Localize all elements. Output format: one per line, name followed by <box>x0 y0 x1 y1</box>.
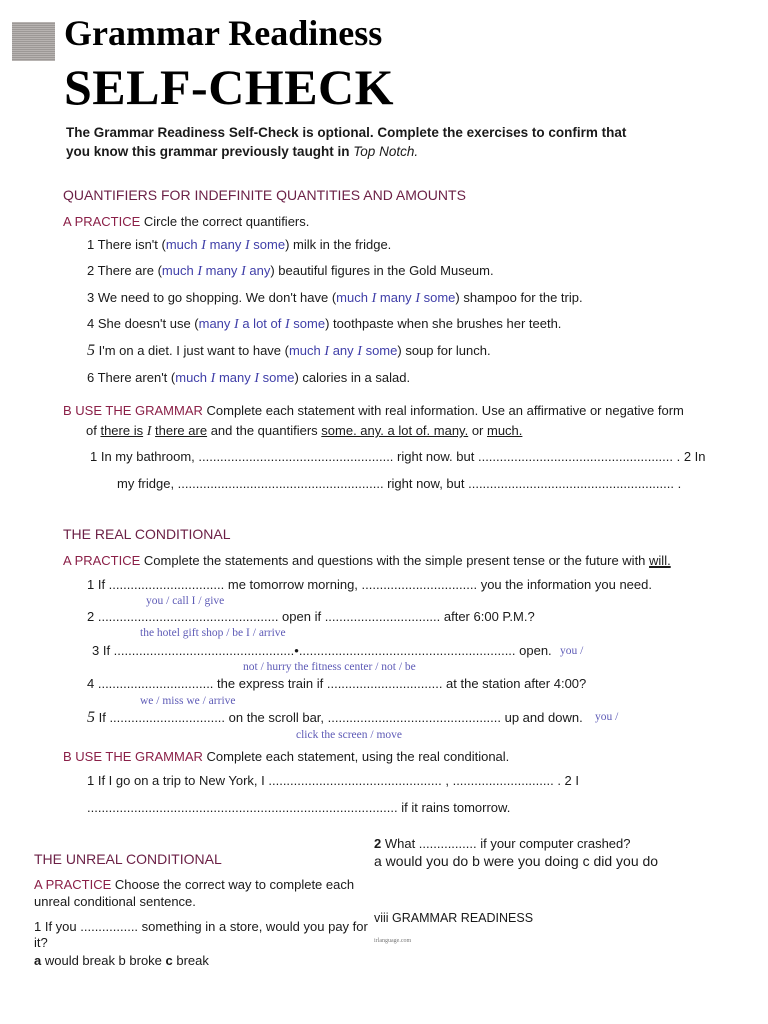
quantifiers-fill-line-2: my fridge, ......................................................... right now, but ......................................................... . <box>117 476 682 491</box>
real-conditional-item-5: 5 If ................................ on the scroll bar, ................................................ up and down. <box>87 709 583 726</box>
real-conditional-heading: THE REAL CONDITIONAL <box>63 526 231 542</box>
real-conditional-grammar-instruction: B USE THE GRAMMAR Complete each statement, using the real conditional. <box>63 749 510 764</box>
watermark-text: irlanguage.com <box>374 938 412 944</box>
page-footer: viii GRAMMAR READINESS <box>374 911 534 925</box>
real-conditional-item-4: 4 ................................ the express train if ................................ at the station after 4:00? <box>87 676 587 691</box>
real-conditional-hint-4: we / miss we / arrive <box>140 695 236 707</box>
real-conditional-hint-3b: not / hurry the fitness center / not / be <box>243 661 416 673</box>
quantifiers-grammar-instruction: B USE THE GRAMMAR Complete each statement with real information. Use an affirmative or negative form <box>63 403 684 418</box>
real-conditional-hint-2: the hotel gift shop / be I / arrive <box>140 627 286 639</box>
quantifiers-practice-instruction: A PRACTICE Circle the correct quantifiers. <box>63 214 310 229</box>
unreal-question-2: 2 What ................ if your computer crashed? <box>374 836 631 851</box>
intro-line-1: The Grammar Readiness Self-Check is optional. Complete the exercises to confirm that <box>66 125 627 140</box>
real-conditional-practice-instruction: A PRACTICE Complete the statements and questions with the simple present tense or the future with will. <box>63 553 671 568</box>
quantifier-item-5: 5 I'm on a diet. I just want to have (much I any I some) soup for lunch. <box>87 342 491 359</box>
quantifier-item-1: 1 There isn't (much I many I some) milk in the fridge. <box>87 237 392 253</box>
real-conditional-fill-line-2: ...................................................................................... if it rains tomorrow. <box>87 800 511 815</box>
page-subtitle: SELF-CHECK <box>64 59 395 115</box>
real-conditional-item-3: 3 If ..................................................•............................................................ open. <box>92 643 552 658</box>
page-title: Grammar Readiness <box>64 13 383 53</box>
quantifiers-heading: QUANTIFIERS FOR INDEFINITE QUANTITIES AND AMOUNTS <box>63 187 466 203</box>
real-conditional-hint-1: you / call I / give <box>146 595 225 607</box>
real-conditional-item-1: 1 If ................................ me tomorrow morning, ................................ you the information you need. <box>87 577 652 592</box>
quantifier-item-3: 3 We need to go shopping. We don't have (much I many I some) shampoo for the trip. <box>87 290 583 306</box>
unreal-conditional-practice-instruction: A PRACTICE Choose the correct way to complete each <box>34 877 355 892</box>
real-conditional-item-2: 2 .................................................. open if ................................ after 6:00 P.M.? <box>87 609 535 624</box>
unreal-question-2-answers: a would you do b were you doing c did you do <box>374 853 659 869</box>
quantifier-item-6: 6 There aren't (much I many I some) calories in a salad. <box>87 370 411 386</box>
unreal-conditional-practice-instruction-line-2: unreal conditional sentence. <box>34 894 196 909</box>
quantifier-item-4: 4 She doesn't use (many I a lot of I some) toothpaste when she brushes her teeth. <box>87 316 562 332</box>
quantifiers-fill-line-1: 1 In my bathroom, ...................................................... right now. but ...................................................... . 2 In <box>90 449 706 464</box>
real-conditional-fill-line-1: 1 If I go on a trip to New York, I ................................................ , ............................ . 2 I <box>87 773 580 788</box>
unreal-question-1-answers: a would break b broke c break <box>34 953 209 968</box>
unreal-conditional-heading: THE UNREAL CONDITIONAL <box>34 851 222 867</box>
quantifier-item-2: 2 There are (much I many I any) beautiful figures in the Gold Museum. <box>87 263 494 279</box>
real-conditional-hint-3a: you / <box>560 645 584 657</box>
intro-text <box>66 123 626 161</box>
real-conditional-hint-5a: you / <box>595 711 619 723</box>
book-logo-thumbnail <box>12 22 55 61</box>
unreal-question-1-line-2: it? <box>34 935 48 950</box>
unreal-question-1-line-1: 1 If you ................ something in a store, would you pay for <box>34 919 368 934</box>
intro-line-2: you know this grammar previously taught in Top Notch. <box>66 144 419 159</box>
quantifiers-grammar-instruction-line-2: of there is I there are and the quantifiers some. any. a lot of. many. or much. <box>86 423 523 439</box>
real-conditional-hint-5b: click the screen / move <box>296 729 403 741</box>
